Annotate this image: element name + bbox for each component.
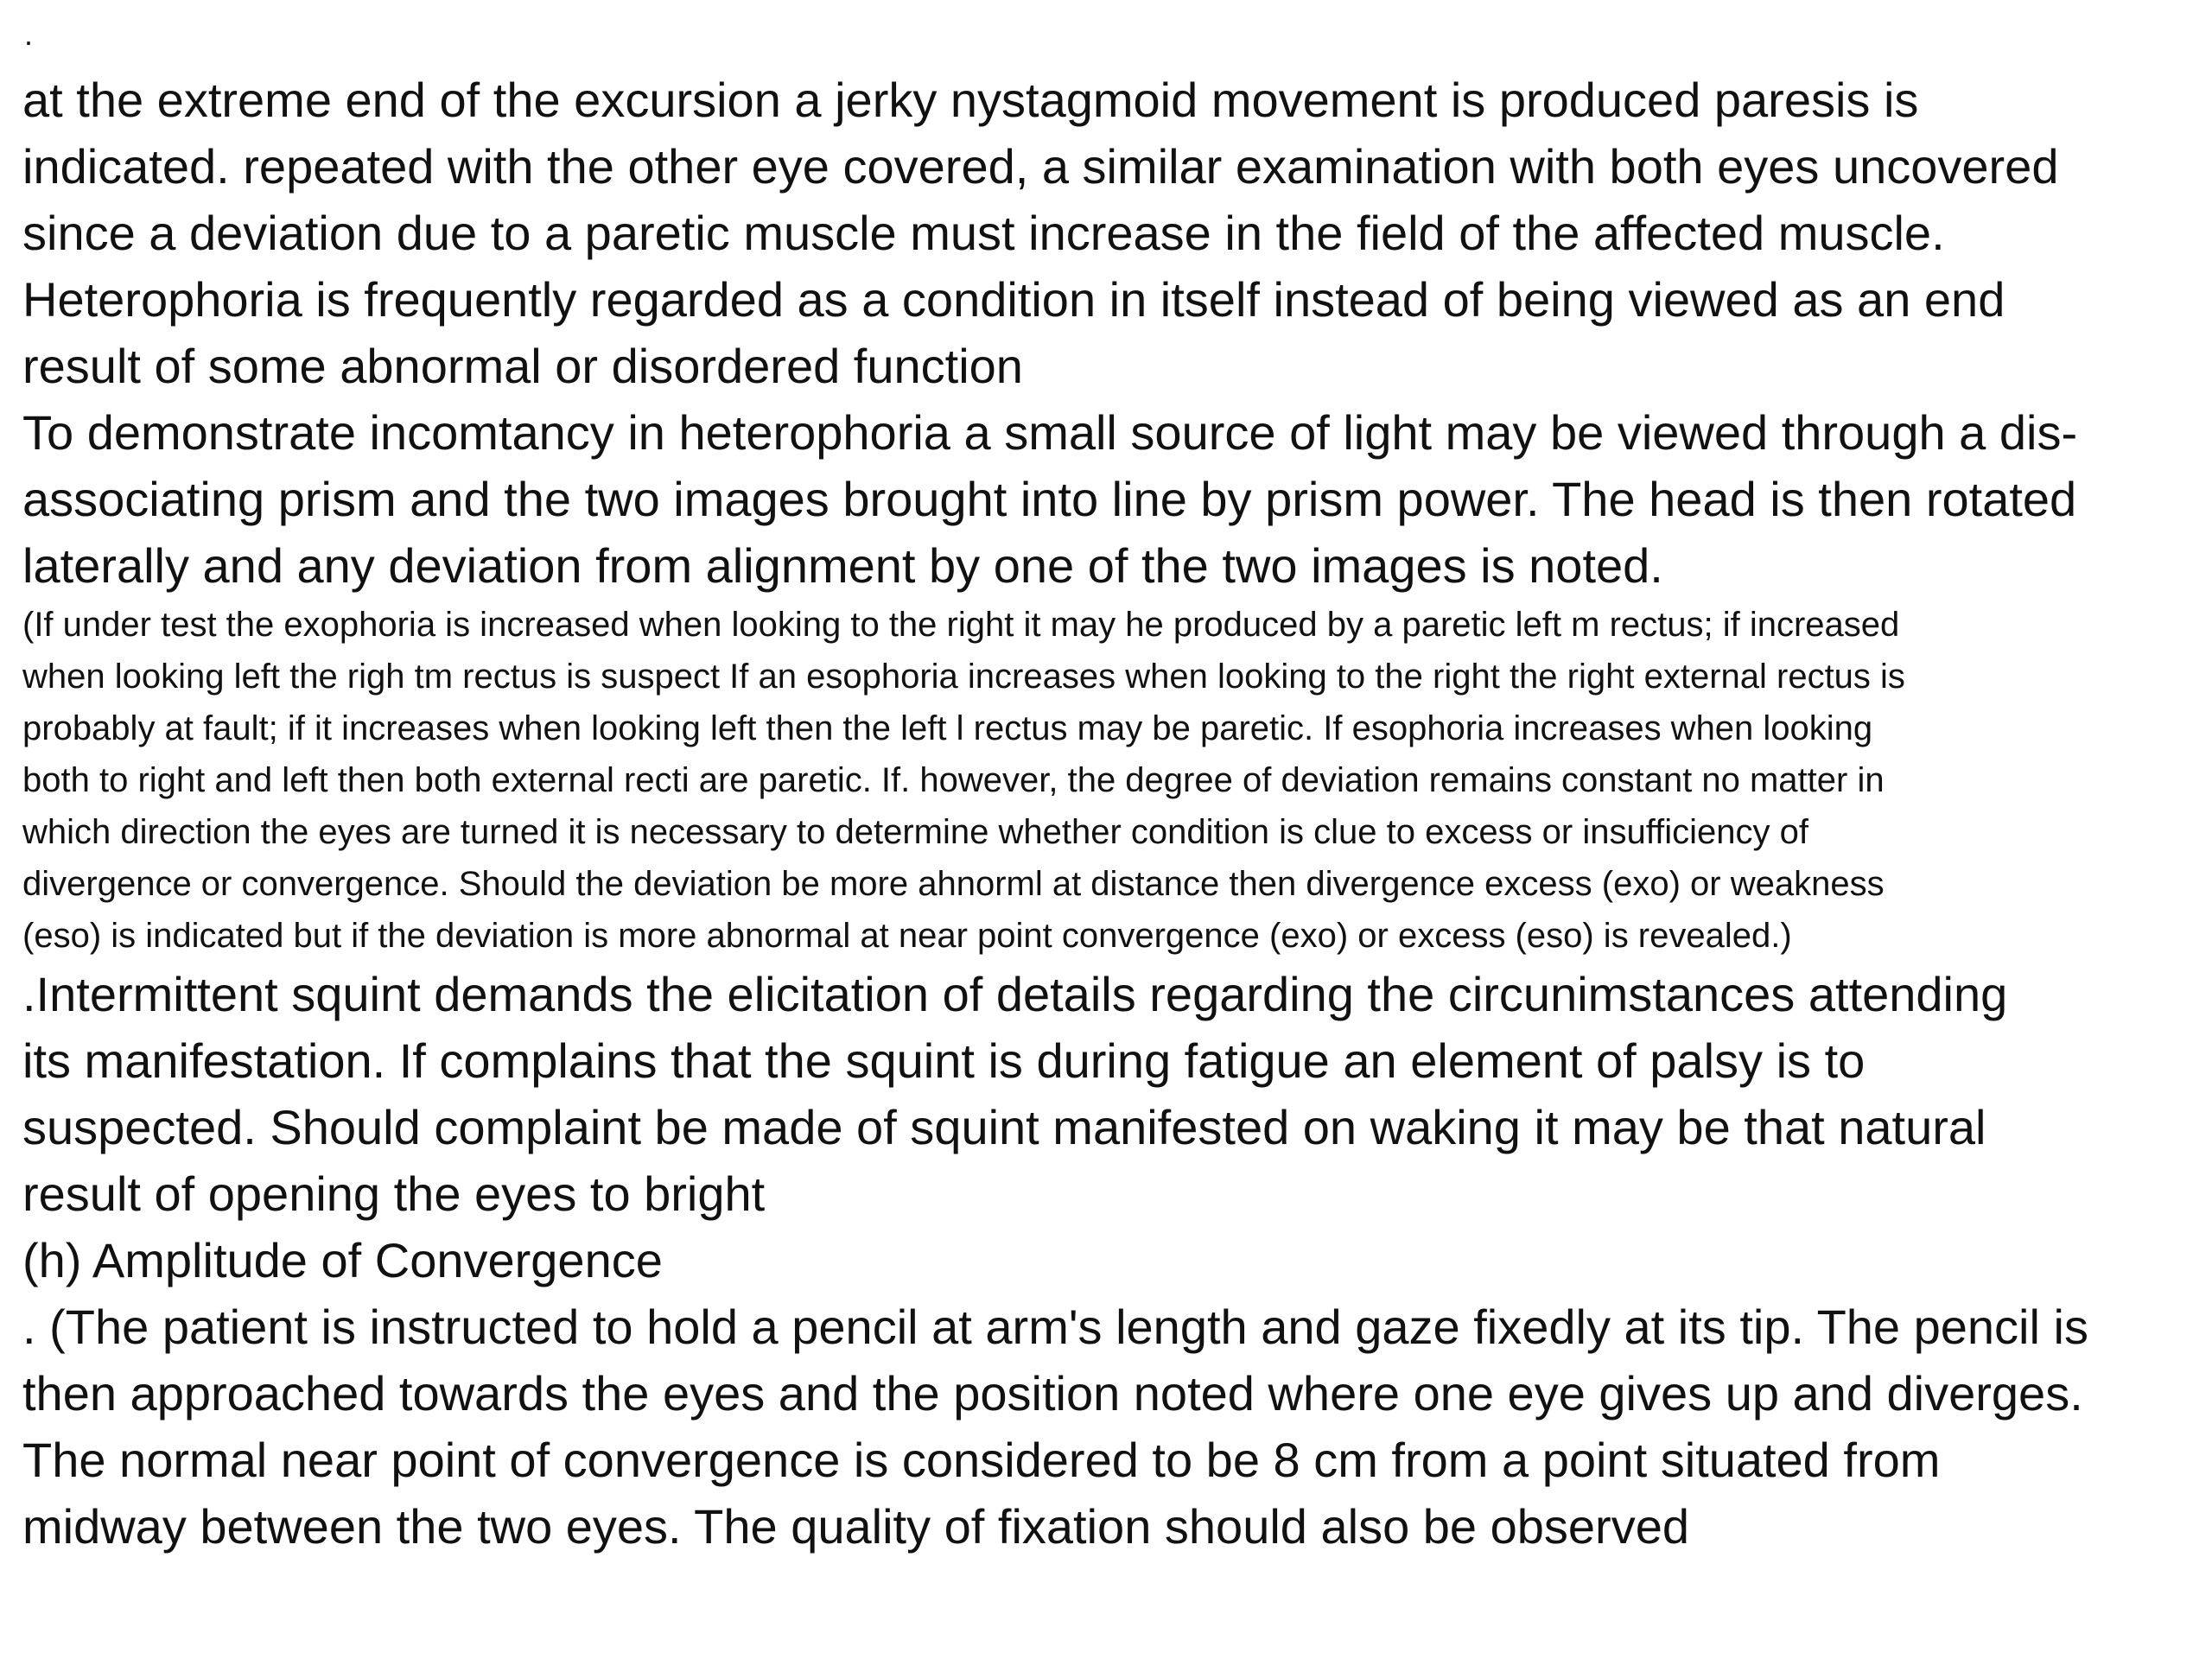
text-line: To demonstrate incomtancy in heterophoria a small source of light may be viewed through a dis- bbox=[22, 405, 2078, 460]
text-line: since a deviation due to a paretic muscle must increase in the field of the affected muscle. bbox=[22, 206, 1945, 260]
text-line: when looking left the righ tm rectus is suspect If an esophoria increases when looking to the right the right external rectus is bbox=[22, 658, 1905, 696]
text-line: Heterophoria is frequently regarded as a condition in itself instead of being viewed as an end bbox=[22, 272, 2005, 327]
text-line: its manifestation. If complains that the squint is during fatigue an element of palsy is to bbox=[22, 1033, 1866, 1088]
text-line: associating prism and the two images brought into line by prism power. The head is then rotated bbox=[22, 472, 2077, 526]
text-line: which direction the eyes are turned it is necessary to determine whether condition is clue to excess or insufficiency of bbox=[22, 813, 1808, 851]
text-line: . (The patient is instructed to hold a pencil at arm's length and gaze fixedly at its tip. The pencil is bbox=[22, 1300, 2088, 1354]
lead-mark: . bbox=[24, 16, 34, 52]
text-line: suspected. Should complaint be made of squint manifested on waking it may be that natural bbox=[22, 1100, 1986, 1154]
text-line: both to right and left then both external recti are paretic. If. however, the degree of deviation remains constant no matter in bbox=[22, 761, 1885, 799]
text-line: indicated. repeated with the other eye covered, a similar examination with both eyes uncovered bbox=[22, 139, 2059, 194]
text-line: then approached towards the eyes and the position noted where one eye gives up and diverges. bbox=[22, 1366, 2083, 1421]
text-line: result of some abnormal or disordered function bbox=[22, 339, 1023, 393]
text-line: .Intermittent squint demands the elicitation of details regarding the circunimstances attending bbox=[22, 967, 2008, 1021]
text-line: result of opening the eyes to bright bbox=[22, 1166, 766, 1221]
text-line: divergence or convergence. Should the deviation be more ahnorml at distance then divergence excess (exo) or weakness bbox=[22, 865, 1885, 903]
text-line: (If under test the exophoria is increased when looking to the right it may he produced by a paretic left m rectus; if increased bbox=[22, 606, 1900, 644]
text-line: laterally and any deviation from alignment by one of the two images is noted. bbox=[22, 538, 1663, 593]
section-heading: (h) Amplitude of Convergence bbox=[22, 1233, 663, 1287]
text-line: probably at fault; if it increases when looking left then the left l rectus may be paretic. If esophoria increases when looking bbox=[22, 709, 1873, 747]
text-line: at the extreme end of the excursion a jerky nystagmoid movement is produced paresis is bbox=[22, 73, 1919, 127]
text-line: The normal near point of convergence is considered to be 8 cm from a point situated from bbox=[22, 1433, 1941, 1487]
text-line: midway between the two eyes. The quality of fixation should also be observed bbox=[22, 1499, 1689, 1554]
text-line: (eso) is indicated but if the deviation is more abnormal at near point convergence (exo) or excess (eso) is revealed.) bbox=[22, 917, 1792, 955]
